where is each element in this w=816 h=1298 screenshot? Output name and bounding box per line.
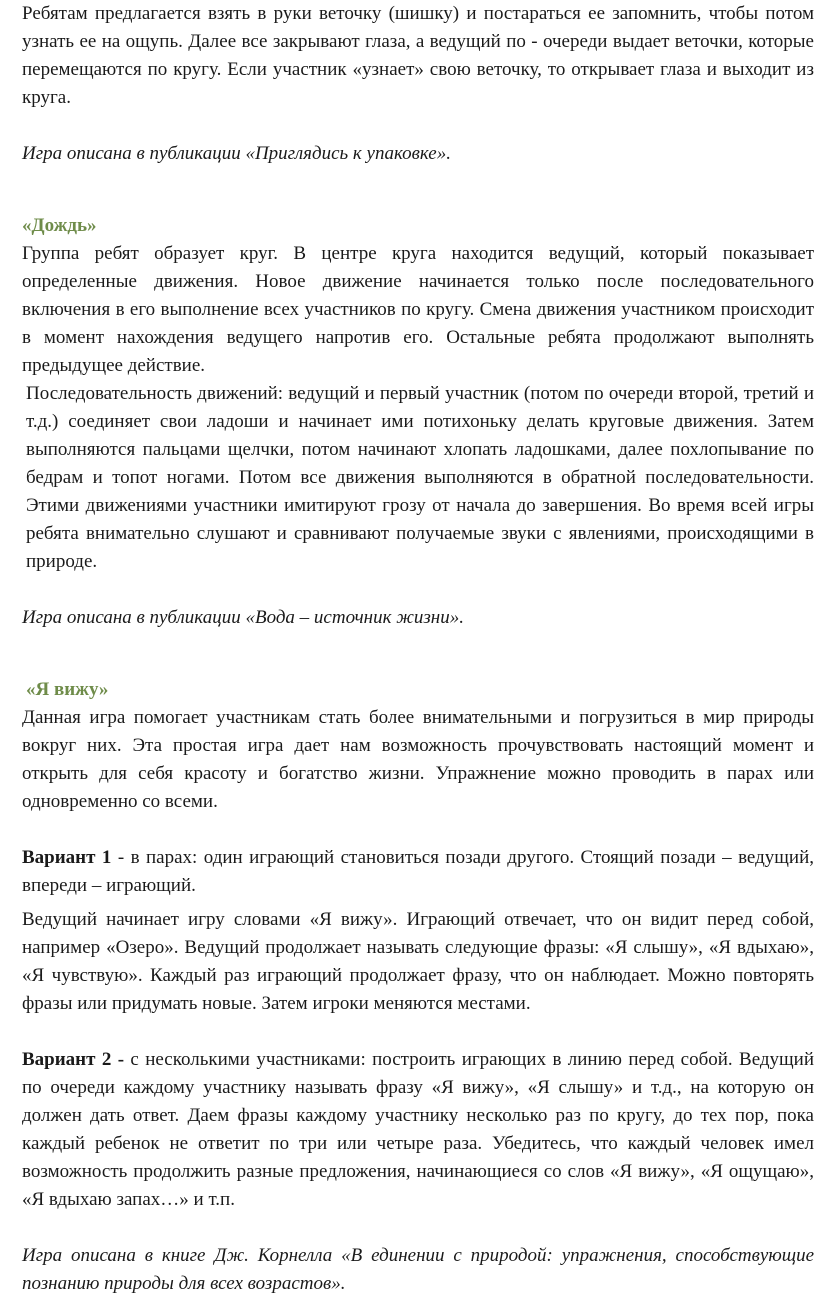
variant-1-description: Ведущий начинает игру словами «Я вижу». Играющий отвечает, что он видит перед собой, например «Озеро». Ведущий продолжает называть следующие фразы: «Я слышу», «Я вдыхаю», «Я чувствую». Каждый раз играющий продолжает фразу, что он наблюдает. Можно повторять фразы или придумать новые. Затем игроки меняются местами. xyxy=(22,909,814,1014)
variant-2-text: с несколькими участниками: построить играющих в линию перед собой. Ведущий по очереди каждому участнику называть фразу «Я вижу», «Я слышу» и т.д., на которую он должен дать ответ. Даем фразы каждому участнику несколько раз по кругу, до тех пор, пока каждый ребенок не ответит по три или четыре раза. Убедитесь, что каждый человек имел возможность продолжить разные предложения, начинающиеся со слов «Я вижу», «Я ощущаю», «Я вдыхаю запах…» и т.п. xyxy=(22,1049,815,1210)
rain-paragraph-2: Последовательность движений: ведущий и первый участник (потом по очереди второй, третий и т.д.) соединяет свои ладоши и начинает ими потихоньку делать круговые движения. Затем выполняются пальцами щелчки, потом начинают хлопать ладошками, далее похлопывание по бедрам и топот ногами. Потом все движения выполняются в обратной последовательности. Этими движениями участники имитируют грозу от начала до завершения. Во время всей игры ребята внимательно слушают и сравнивают получаемые звуки с явлениями, происходящими в природе. xyxy=(26,383,814,572)
variant-2-paragraph xyxy=(22,1046,814,1214)
source-note-water: Игра описана в публикации «Вода – источник жизни». xyxy=(22,607,464,628)
source-note-cornell: Игра описана в книге Дж. Корнелла «В единении с природой: упражнения, способствующие познанию природы для всех возрастов». xyxy=(22,1245,814,1294)
section-title-i-see: «Я вижу» xyxy=(26,679,109,700)
variant-1-paragraph xyxy=(22,844,814,900)
variant-1-label: Вариант 1 xyxy=(22,847,112,868)
variant-1-text: - в парах: один играющий становиться позади другого. Стоящий позади – ведущий, впереди – играющий. xyxy=(22,847,815,896)
document-page xyxy=(22,0,814,1298)
i-see-paragraph-1: Данная игра помогает участникам стать более внимательными и погрузиться в мир природы вокруг них. Эта простая игра дает нам возможность прочувствовать настоящий момент и открыть для себя красоту и богатство жизни. Упражнение можно проводить в парах или одновременно со всеми. xyxy=(22,707,814,812)
variant-2-label: Вариант 2 - xyxy=(22,1049,125,1070)
rain-paragraph-1: Группа ребят образует круг. В центре круга находится ведущий, который показывает определенные движения. Новое движение начинается только после последовательного включения в его выполнение всех участников по кругу. Смена движения участником происходит в момент нахождения ведущего напротив его. Остальные ребята продолжают выполнять предыдущее действие. xyxy=(22,243,814,376)
source-note-packaging: Игра описана в публикации «Приглядись к упаковке». xyxy=(22,143,451,164)
section-title-rain: «Дождь» xyxy=(22,215,97,236)
intro-paragraph: Ребятам предлагается взять в руки веточку (шишку) и постараться ее запомнить, чтобы потом узнать ее на ощупь. Далее все закрывают глаза, а ведущий по - очереди выдает веточки, которые перемещаются по кругу. Если участник «узнает» свою веточку, то открывает глаза и выходит из круга. xyxy=(22,3,814,108)
